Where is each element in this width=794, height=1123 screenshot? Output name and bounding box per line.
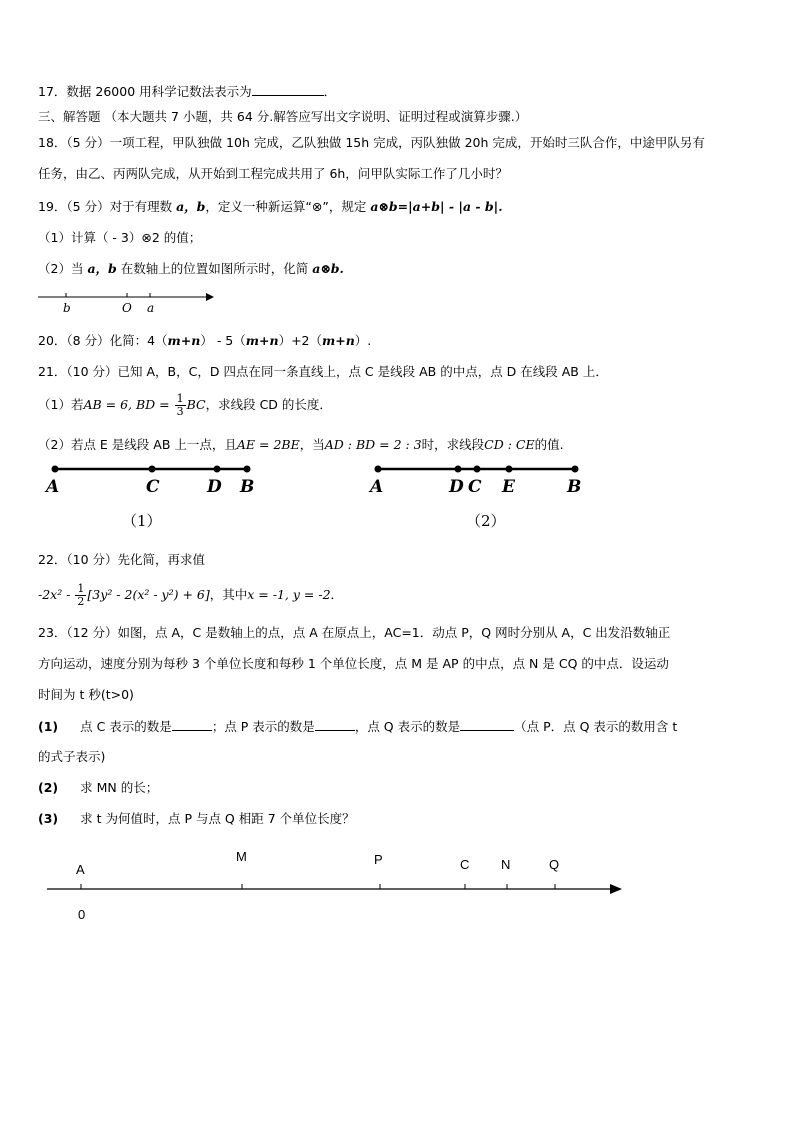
q23-p1-b: ；点 P 表示的数是 <box>211 719 315 734</box>
q23-part3 <box>38 811 355 827</box>
q21-part2-b: ，当 <box>299 437 325 452</box>
q21-part2 <box>38 437 564 453</box>
axis-label-n: N <box>501 857 511 872</box>
q19-part2-a: （2）当 <box>38 261 88 276</box>
q21-part1-b: ，求线段 CD 的长度． <box>205 397 332 412</box>
q23-p3-num: (3) <box>38 811 59 826</box>
axis-label-q: Q <box>549 857 560 872</box>
fig2-label-b: B <box>567 477 582 497</box>
q23-blank-p[interactable] <box>315 718 355 731</box>
q21-part2-a: （2）若点 E 是线段 AB 上一点，且 <box>38 437 237 452</box>
q23-p2-text: 求 MN 的长； <box>80 780 159 795</box>
q20-a: 20．（8 分）化简：4（ <box>38 333 168 348</box>
q22-expression <box>38 582 343 608</box>
fig1-label-c: C <box>146 477 160 497</box>
q22-end: ． <box>330 587 344 602</box>
q21-part2-expr3: CD : CE <box>484 437 535 452</box>
q23-blank-q[interactable] <box>460 718 514 731</box>
q23-line3: 时间为 t 秒(t>0) <box>38 687 134 702</box>
q21-part2-d: 的值. <box>534 437 564 452</box>
q19-stem-a: 19．（5 分）对于有理数 <box>38 199 177 214</box>
fig1-label-d: D <box>207 477 222 497</box>
q21-figure-1 <box>44 466 254 531</box>
fig2-label-a: A <box>370 477 384 497</box>
q19-number-line <box>38 293 214 315</box>
fig1-caption: （1） <box>122 512 162 530</box>
q22-fraction <box>75 583 86 608</box>
q20-b: ） - 5（ <box>200 333 246 348</box>
q21-part1-expr1: AB = 6, BD = <box>83 397 174 412</box>
q19-stem-b: ，定义一种新运算“⊗”，规定 <box>205 199 371 214</box>
q23-blank-c[interactable] <box>172 718 212 731</box>
q19-label-b: b <box>63 301 71 315</box>
axis-label-a: A <box>76 862 85 877</box>
q19-part2-b: 在数轴上的位置如图所示时，化简 <box>116 261 313 276</box>
q23-p2-num: (2) <box>38 780 59 795</box>
q23-line2: 方向运动，速度分别为每秒 3 个单位长度和每秒 1 个单位长度，点 M 是 AP 的中点，点 N 是 CQ 的中点．设运动 <box>38 656 669 671</box>
axis-label-zero: 0 <box>78 907 86 922</box>
q22-title: 22．（10 分）先化简，再求值 <box>38 552 206 567</box>
section3-note: （本大题共 7 小题，共 64 分.解答应写出文字说明、证明过程或演算步骤.） <box>104 109 528 124</box>
q23-part2 <box>38 780 158 796</box>
q20-d: ）. <box>354 333 372 348</box>
q17-end: ． <box>323 84 337 99</box>
q19-part2-expr: a⊗b. <box>312 261 344 276</box>
q21-part1-a: （1）若 <box>38 397 84 412</box>
q19-formula: a⊗b=|a+b| - |a - b|. <box>370 199 503 214</box>
q22-frac-den: 2 <box>77 595 85 608</box>
q20-c: ）+2（ <box>278 333 322 348</box>
axis-label-c: C <box>460 857 470 872</box>
q23-p1-d: （点 P．点 Q 表示的数用含 t <box>514 719 678 734</box>
q22-expr-a: -2x² - <box>38 587 75 602</box>
q23-p1-num: (1) <box>38 719 59 734</box>
q19-part1: （1）计算（ - 3）⊗2 的值； <box>38 230 202 245</box>
q22-frac-num: 1 <box>77 582 85 595</box>
q20-v2: m+n <box>245 333 279 348</box>
q18-line2: 任务，由乙、丙两队完成，从开始到工程完成共用了 6h，问甲队实际工作了几小时？ <box>38 166 508 181</box>
q23-p1-c: ，点 Q 表示的数是 <box>354 719 461 734</box>
axis-label-p: P <box>374 852 383 867</box>
fig2-label-c: C <box>468 477 482 497</box>
q21-fraction <box>175 393 186 418</box>
section3-title: 三、解答题 <box>38 109 101 124</box>
q20-v1: m+n <box>167 333 201 348</box>
axis-label-m: M <box>236 849 247 864</box>
fig2-caption: （2） <box>466 512 506 530</box>
q21-stem: 21．（10 分）已知 A，B，C，D 四点在同一条直线上，点 C 是线段 AB 的中点，点 D 在线段 AB 上． <box>38 364 608 379</box>
q23-line1: 23．（12 分）如图，点 A，C 是数轴上的点，点 A 在原点上，AC=1．动点 P，Q 网时分别从 A，C 出发沿数轴正 <box>38 625 671 640</box>
q22-expr-b: [3y² - 2(x² - y²) + 6] <box>87 587 210 602</box>
q21-part1-expr2: BC <box>186 397 206 412</box>
q23-part1-cont: 的式子表示) <box>38 749 106 764</box>
q23-part1 <box>38 718 677 735</box>
q21-part2-c: 时，求线段 <box>421 437 485 452</box>
q18-line1: 18．（5 分）一项工程，甲队独做 10h 完成，乙队独做 15h 完成，丙队独做 20h 完成，开始时三队合作，中途甲队另有 <box>38 135 705 150</box>
q20-line <box>38 333 371 349</box>
q23-number-axis <box>47 849 622 922</box>
q23-p1-a: 点 C 表示的数是 <box>80 719 172 734</box>
q19-label-a: a <box>147 301 155 315</box>
q19-label-o: O <box>122 301 132 315</box>
q20-v3: m+n <box>322 333 355 348</box>
q21-part2-expr2: AD : BD = 2 : 3 <box>324 437 422 452</box>
fig1-label-b: B <box>240 477 255 497</box>
q21-part1 <box>38 393 332 418</box>
q17-text: 17．数据 26000 用科学记数法表示为 <box>38 84 252 99</box>
q19-stem-vars: a，b <box>176 199 206 214</box>
fig2-label-e: E <box>502 477 515 497</box>
q21-frac-num: 1 <box>176 392 184 405</box>
q23-p3-text: 求 t 为何值时，点 P 与点 Q 相距 7 个单位长度？ <box>80 811 355 826</box>
q21-part2-expr1: AE = 2BE <box>236 437 300 452</box>
q22-mid: ，其中 <box>209 587 248 602</box>
q21-frac-den: 3 <box>176 405 184 418</box>
q19-part2-vars: a，b <box>87 261 117 276</box>
fig2-label-d: D <box>449 477 464 497</box>
q21-figure-2 <box>368 466 581 531</box>
q22-cond: x = -1, y = -2 <box>247 587 331 602</box>
fig1-label-a: A <box>46 477 60 497</box>
